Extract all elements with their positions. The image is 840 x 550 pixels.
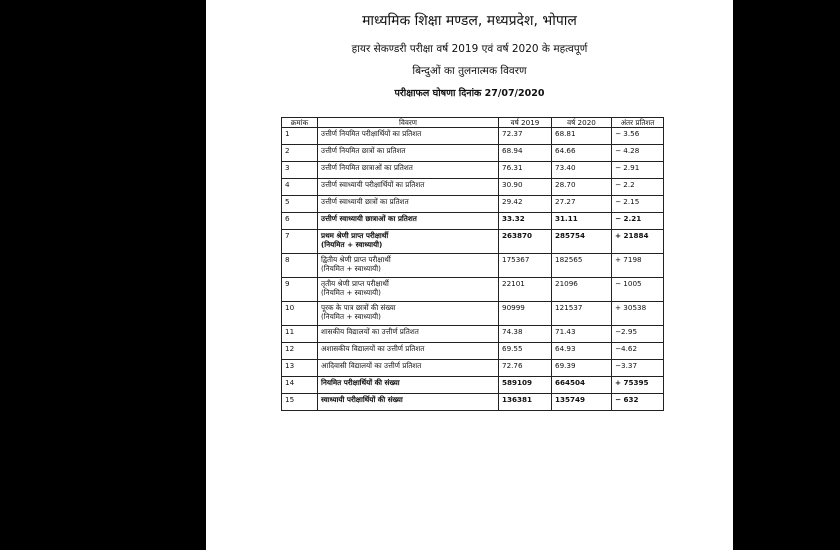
document-subtitle: हायर सेकण्डरी परीक्षा वर्ष 2019 एवं वर्ष 2020 के महत्वपूर्ण (351, 43, 588, 55)
table-row (282, 302, 664, 326)
serial-cell: 5 (282, 196, 318, 213)
description-subtext: (नियमित + स्वाध्यायी) (321, 288, 381, 297)
year-2019-cell: 90999 (499, 302, 552, 326)
serial-cell: 10 (282, 302, 318, 326)
description-text: द्वितीय श्रेणी प्राप्त परीक्षार्थी (321, 255, 391, 264)
description-cell (318, 128, 499, 145)
year-2019-cell: 136381 (499, 394, 552, 411)
description-cell (318, 213, 499, 230)
description-text: उत्तीर्ण नियमित छात्राओं का प्रतिशत (321, 163, 413, 172)
table-row (282, 377, 664, 394)
result-date: परीक्षाफल घोषणा दिनांक 27/07/2020 (394, 88, 545, 99)
difference-cell: + 7198 (612, 254, 664, 278)
difference-cell: + 75395 (612, 377, 664, 394)
difference-cell: − 2.2 (612, 179, 664, 196)
year-2020-cell: 64.66 (552, 145, 612, 162)
year-2020-cell: 68.81 (552, 128, 612, 145)
table-header-row (282, 118, 664, 128)
serial-cell: 6 (282, 213, 318, 230)
year-2019-cell: 175367 (499, 254, 552, 278)
description-text: उत्तीर्ण नियमित छात्रों का प्रतिशत (321, 146, 406, 155)
difference-cell: − 2.91 (612, 162, 664, 179)
table-row (282, 343, 664, 360)
description-subtext: (नियमित + स्वाध्यायी) (321, 240, 383, 249)
year-2020-cell: 31.11 (552, 213, 612, 230)
year-2019-cell: 72.37 (499, 128, 552, 145)
description-subtext: (नियमित + स्वाध्यायी) (321, 312, 381, 321)
difference-cell: −2.95 (612, 326, 664, 343)
description-cell (318, 145, 499, 162)
document-page (206, 0, 733, 550)
table-row (282, 360, 664, 377)
difference-cell: − 2.21 (612, 213, 664, 230)
table-row (282, 213, 664, 230)
document-subtitle-2: बिन्दुओं का तुलनात्मक विवरण (412, 65, 527, 77)
year-2019-cell: 33.32 (499, 213, 552, 230)
table-row (282, 196, 664, 213)
description-text: उत्तीर्ण स्वाध्यायी छात्रों का प्रतिशत (321, 197, 409, 206)
year-2019-cell: 263870 (499, 230, 552, 254)
column-header-year-2020: वर्ष 2020 (552, 118, 612, 128)
serial-cell: 13 (282, 360, 318, 377)
description-cell (318, 377, 499, 394)
difference-cell: −3.37 (612, 360, 664, 377)
table-row (282, 145, 664, 162)
board-title: माध्यमिक शिक्षा मण्डल, मध्यप्रदेश, भोपाल (362, 13, 577, 29)
description-cell (318, 254, 499, 278)
table-row (282, 162, 664, 179)
description-cell (318, 179, 499, 196)
column-header-description: विवरण (318, 118, 499, 128)
year-2020-cell: 21096 (552, 278, 612, 302)
serial-cell: 14 (282, 377, 318, 394)
difference-cell: − 1005 (612, 278, 664, 302)
year-2019-cell: 69.55 (499, 343, 552, 360)
description-cell (318, 162, 499, 179)
year-2020-cell: 73.40 (552, 162, 612, 179)
table-row (282, 278, 664, 302)
year-2019-cell: 29.42 (499, 196, 552, 213)
year-2020-cell: 69.39 (552, 360, 612, 377)
difference-cell: −4.62 (612, 343, 664, 360)
table-row (282, 179, 664, 196)
table-row (282, 230, 664, 254)
comparison-table (281, 117, 664, 411)
description-text: उत्तीर्ण स्वाध्यायी छात्राओं का प्रतिशत (321, 214, 417, 223)
description-text: स्वाध्यायी परीक्षार्थियों की संख्या (321, 395, 403, 404)
description-cell (318, 230, 499, 254)
serial-cell: 11 (282, 326, 318, 343)
year-2020-cell: 182565 (552, 254, 612, 278)
description-subtext: (नियमित + स्वाध्यायी) (321, 264, 381, 273)
description-cell (318, 278, 499, 302)
table-row (282, 254, 664, 278)
difference-cell: − 2.15 (612, 196, 664, 213)
difference-cell: + 21884 (612, 230, 664, 254)
serial-cell: 1 (282, 128, 318, 145)
description-text: पूरक के पात्र छात्रों की संख्या (321, 303, 396, 312)
year-2019-cell: 30.90 (499, 179, 552, 196)
year-2020-cell: 71.43 (552, 326, 612, 343)
year-2019-cell: 74.38 (499, 326, 552, 343)
year-2020-cell: 664504 (552, 377, 612, 394)
difference-cell: − 632 (612, 394, 664, 411)
description-text: अशासकीय विद्यालयों का उत्तीर्ण प्रतिशत (321, 344, 425, 353)
description-text: तृतीय श्रेणी प्राप्त परीक्षार्थी (321, 279, 389, 288)
serial-cell: 3 (282, 162, 318, 179)
year-2019-cell: 589109 (499, 377, 552, 394)
serial-cell: 2 (282, 145, 318, 162)
serial-cell: 8 (282, 254, 318, 278)
description-text: उत्तीर्ण नियमित परीक्षार्थियों का प्रतिशत (321, 129, 422, 138)
description-cell (318, 326, 499, 343)
description-text: नियमित परीक्षार्थियों की संख्या (321, 378, 400, 387)
description-cell (318, 394, 499, 411)
description-text: शासकीय विद्यालयों का उत्तीर्ण प्रतिशत (321, 327, 419, 336)
year-2020-cell: 64.93 (552, 343, 612, 360)
serial-cell: 12 (282, 343, 318, 360)
description-cell (318, 343, 499, 360)
description-text: प्रथम श्रेणी प्राप्त परीक्षार्थी (321, 231, 389, 240)
table-row (282, 394, 664, 411)
year-2020-cell: 135749 (552, 394, 612, 411)
description-cell (318, 360, 499, 377)
difference-cell: + 30538 (612, 302, 664, 326)
serial-cell: 15 (282, 394, 318, 411)
column-header-difference: अंतर प्रतिशत (612, 118, 664, 128)
year-2019-cell: 68.94 (499, 145, 552, 162)
year-2019-cell: 72.76 (499, 360, 552, 377)
difference-cell: − 3.56 (612, 128, 664, 145)
description-text: आदिवासी विद्यालयों का उत्तीर्ण प्रतिशत (321, 361, 422, 370)
serial-cell: 4 (282, 179, 318, 196)
year-2020-cell: 28.70 (552, 179, 612, 196)
difference-cell: − 4.28 (612, 145, 664, 162)
year-2019-cell: 76.31 (499, 162, 552, 179)
description-text: उत्तीर्ण स्वाध्यायी परीक्षार्थियों का प्रतिशत (321, 180, 425, 189)
description-cell (318, 302, 499, 326)
year-2020-cell: 121537 (552, 302, 612, 326)
column-header-serial: क्रमांक (282, 118, 318, 128)
description-cell (318, 196, 499, 213)
year-2020-cell: 285754 (552, 230, 612, 254)
table-row (282, 326, 664, 343)
serial-cell: 9 (282, 278, 318, 302)
column-header-year-2019: वर्ष 2019 (499, 118, 552, 128)
year-2020-cell: 27.27 (552, 196, 612, 213)
year-2019-cell: 22101 (499, 278, 552, 302)
table-row (282, 128, 664, 145)
serial-cell: 7 (282, 230, 318, 254)
